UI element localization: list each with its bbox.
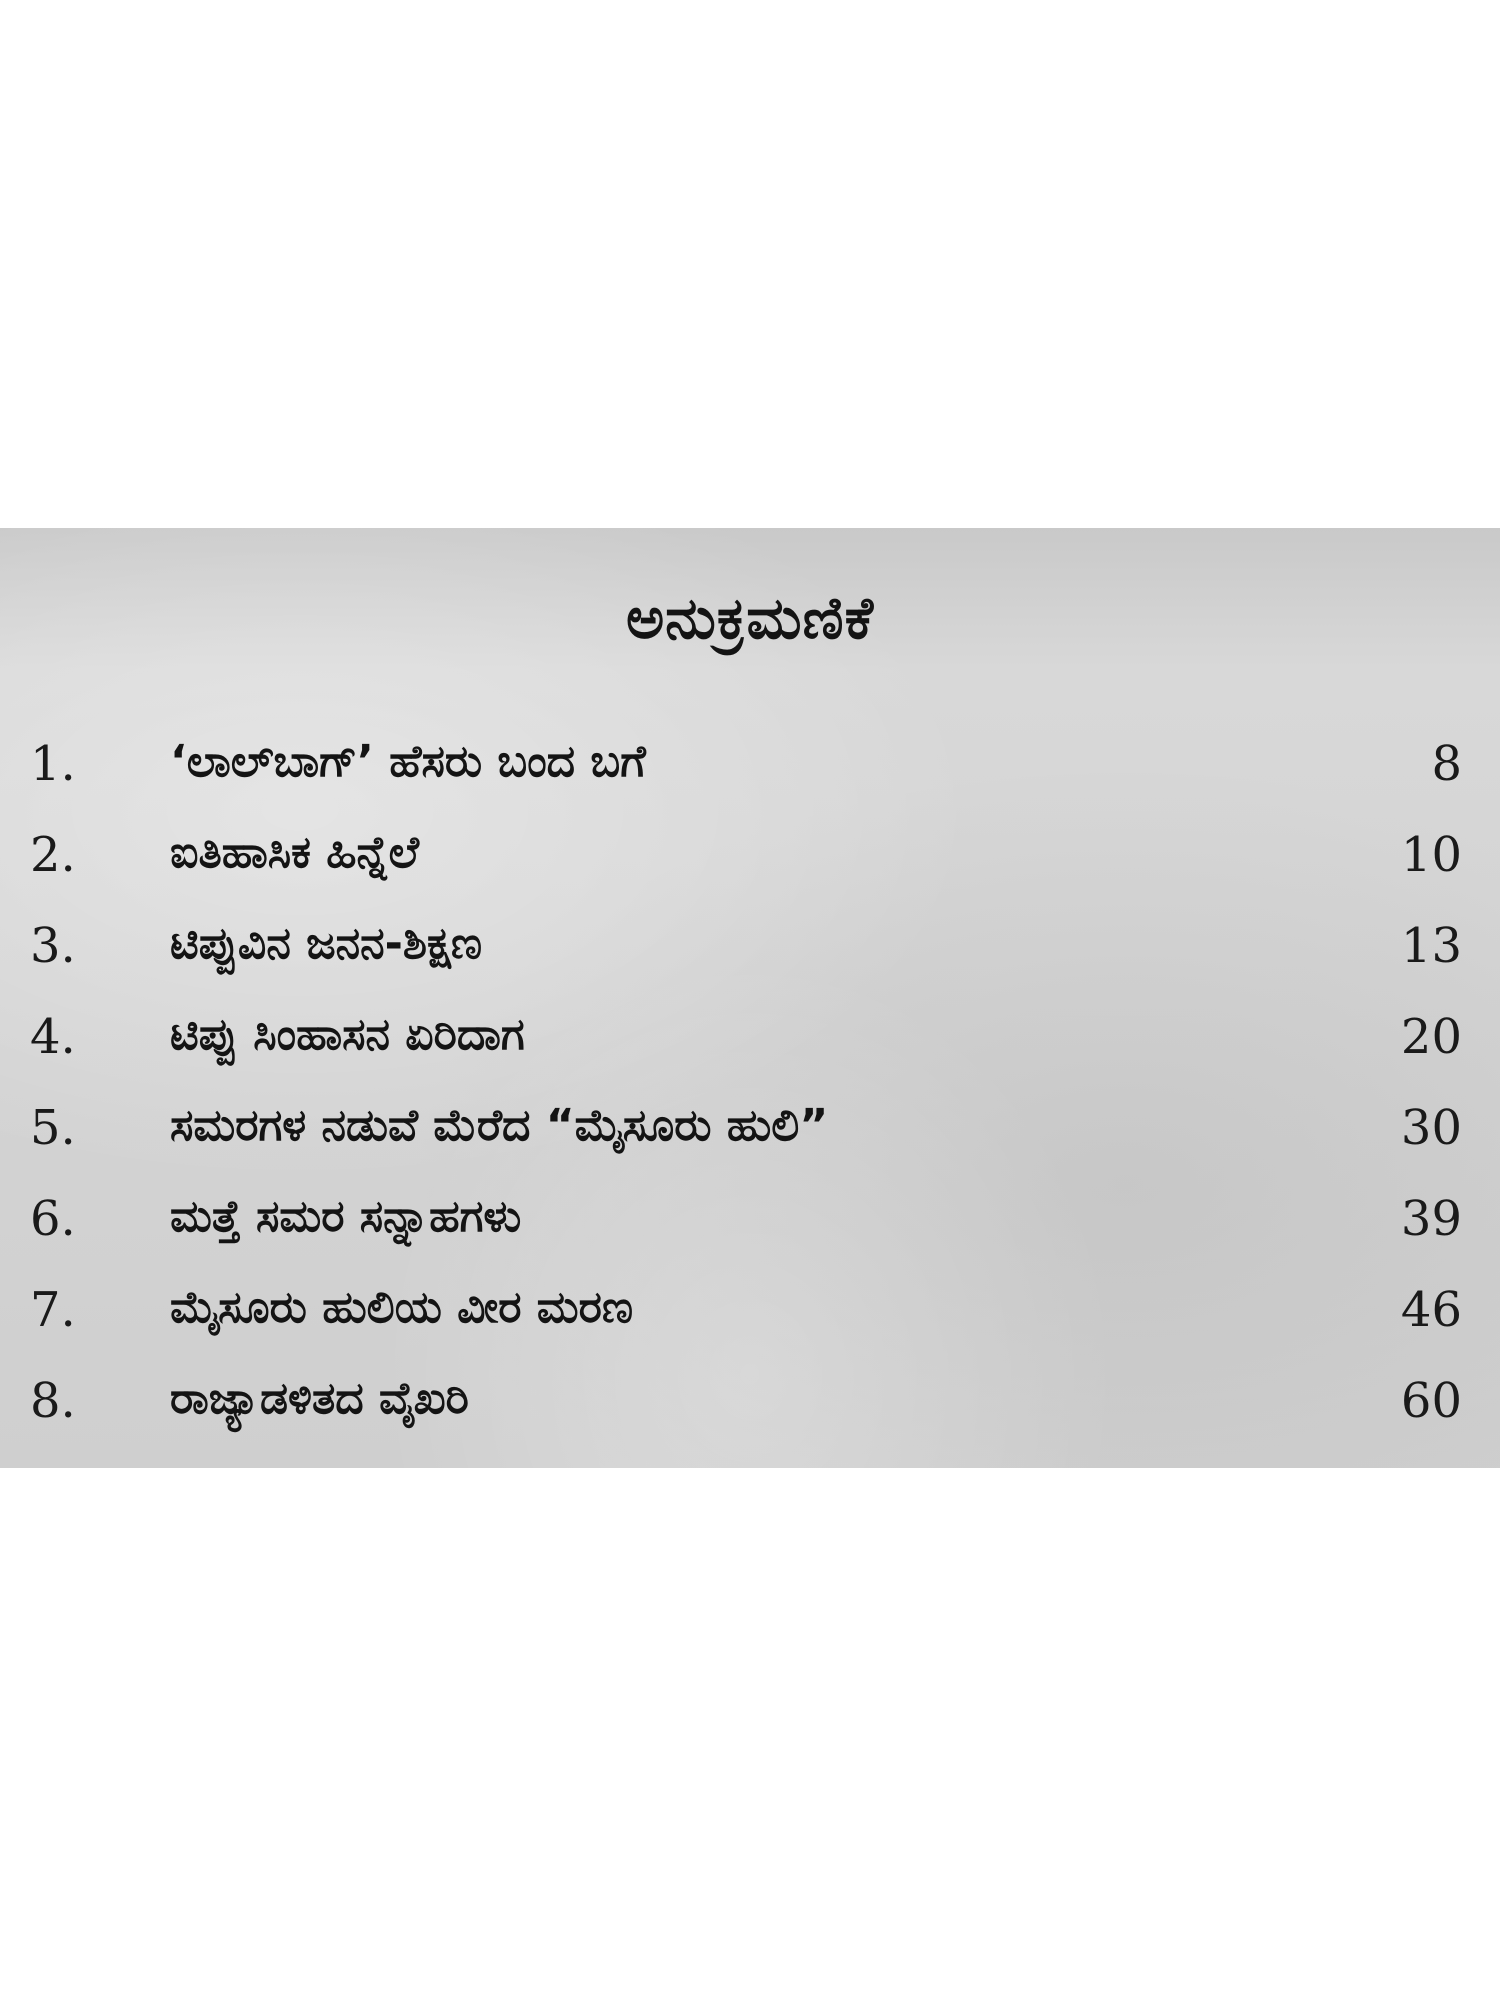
toc-entry-4: [0, 1001, 1500, 1092]
entry-page-number: 46: [1400, 1282, 1462, 1338]
entry-page-number: 39: [1400, 1191, 1462, 1247]
entry-page-number: 8: [1431, 736, 1462, 792]
entry-number: 2.: [30, 827, 76, 883]
entry-number: 8.: [30, 1373, 76, 1429]
entry-page-number: 30: [1400, 1100, 1462, 1156]
toc-entry-1: [0, 728, 1500, 819]
toc-entry-6: [0, 1183, 1500, 1274]
entry-number: 3.: [30, 918, 76, 974]
entry-title: ಮೈಸೂರು ಹುಲಿಯ ವೀರ ಮರಣ: [170, 1282, 634, 1333]
entry-page-number: 20: [1400, 1009, 1462, 1065]
entry-number: 1.: [30, 736, 76, 792]
entry-number: 7.: [30, 1282, 76, 1338]
toc-entry-2: [0, 819, 1500, 910]
entry-number: 6.: [30, 1191, 76, 1247]
entry-number: 5.: [30, 1100, 76, 1156]
entry-number: 4.: [30, 1009, 76, 1065]
entry-page-number: 13: [1400, 918, 1462, 974]
toc-entry-7: [0, 1274, 1500, 1365]
entry-page-number: 60: [1400, 1373, 1462, 1429]
entry-title: ‘ಲಾಲ್‌ಬಾಗ್’ ಹೆಸರು ಬಂದ ಬಗೆ: [170, 736, 646, 787]
contents-list: [0, 728, 1500, 1456]
contents-page: [0, 528, 1500, 1468]
toc-entry-5: [0, 1092, 1500, 1183]
toc-entry-8: [0, 1365, 1500, 1456]
toc-entry-3: [0, 910, 1500, 1001]
entry-title: ಟಿಪ್ಪುವಿನ ಜನನ-ಶಿಕ್ಷಣ: [170, 918, 483, 969]
entry-title: ಮತ್ತೆ ಸಮರ ಸನ್ನಾಹಗಳು: [170, 1191, 522, 1242]
entry-page-number: 10: [1400, 827, 1462, 883]
contents-title: ಅನುಕ್ರಮಣಿಕೆ: [625, 584, 875, 652]
entry-title: ಐತಿಹಾಸಿಕ ಹಿನ್ನೆಲೆ: [170, 827, 419, 878]
entry-title: ಸಮರಗಳ ನಡುವೆ ಮೆರೆದ “ಮೈಸೂರು ಹುಲಿ”: [170, 1100, 829, 1151]
entry-title: ರಾಜ್ಯಾಡಳಿತದ ವೈಖರಿ: [170, 1373, 469, 1424]
entry-title: ಟಿಪ್ಪು ಸಿಂಹಾಸನ ಏರಿದಾಗ: [170, 1009, 525, 1060]
